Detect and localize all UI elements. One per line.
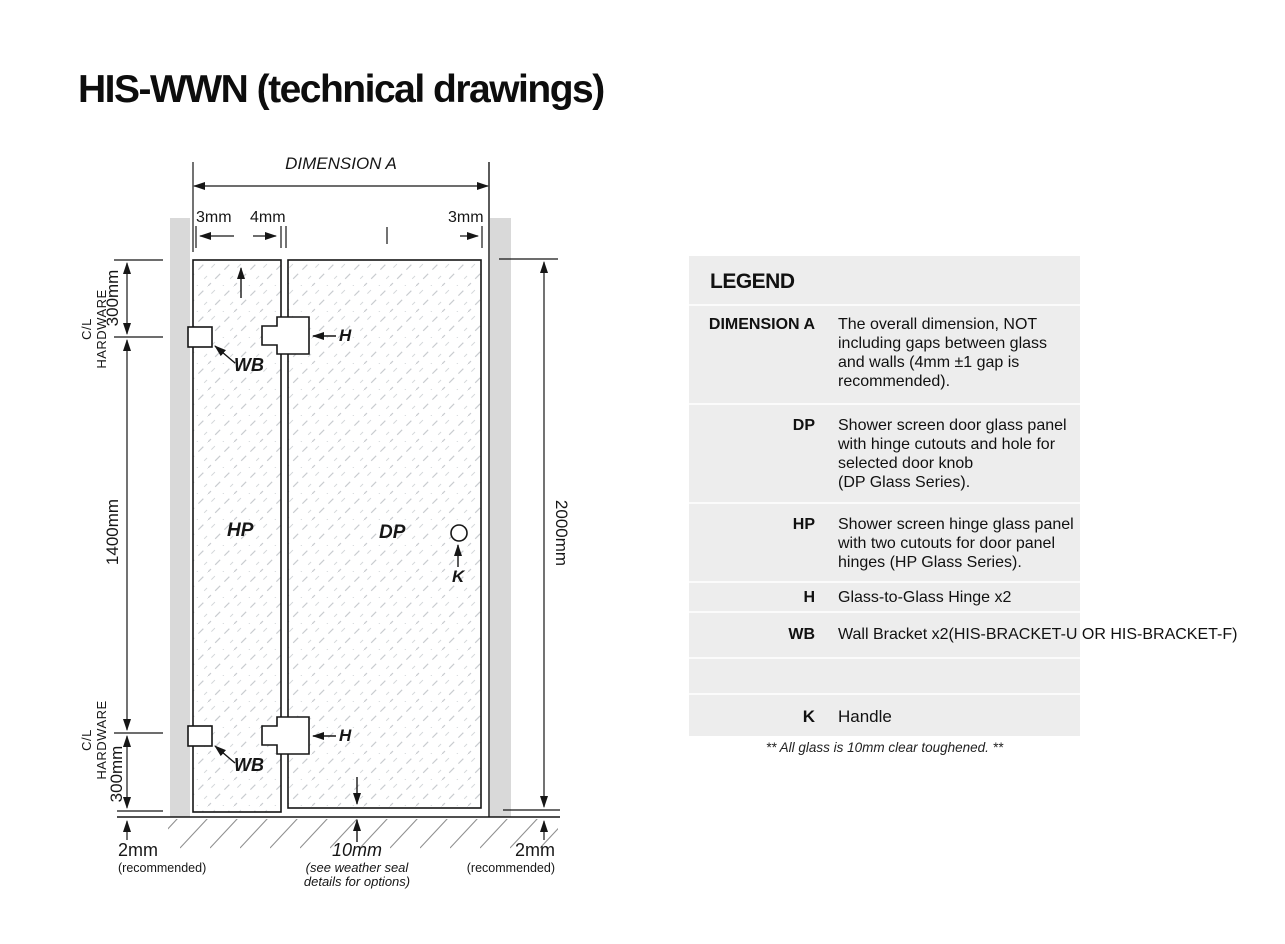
wall-left (170, 218, 190, 817)
gap-10mm-value: 10mm (331, 840, 383, 860)
legend-term: HP (792, 516, 815, 533)
wb-top-label: WB (234, 355, 264, 375)
legend-desc: Shower screen hinge glass panel with two cutouts for door panel hinges (HP Glass Series). (838, 516, 1074, 571)
gap-2mm-value: 2mm (515, 840, 555, 860)
weather-seal-note-line1: (see weather seal (305, 860, 409, 875)
legend-desc: Glass-to-Glass Hinge x2 (838, 589, 1012, 606)
dim-1400mm-label: 1400mm (103, 498, 122, 566)
hinge-top-label: H (339, 326, 352, 345)
handle-k-label: K (452, 567, 465, 586)
legend-desc: The overall dimension, NOT including gaps between glass and walls (4mm ±1 gap is recommended). (838, 316, 1048, 390)
weather-seal-note-line2: details for options) (303, 874, 411, 889)
cl-line2: HARDWARE (94, 289, 109, 369)
cl-line1: C/L (79, 729, 94, 751)
wall-right (489, 162, 511, 817)
gap-3mm-left-label: 3mm (196, 209, 232, 226)
dim-2000mm-label: 2000mm (552, 499, 571, 567)
legend-row-spacer (689, 659, 1080, 695)
cl-hardware-bottom-label (79, 700, 109, 779)
legend-row-hp (689, 504, 1080, 583)
hinge-bottom-label: H (339, 726, 352, 745)
legend-row-h (689, 583, 1080, 613)
legend-desc: Handle (838, 707, 892, 726)
cl-line2: HARDWARE (94, 700, 109, 780)
gap-10mm-label (304, 840, 410, 889)
legend-term: H (803, 589, 815, 606)
panel-hp-label: HP (227, 520, 254, 541)
gap-2mm-left-label (118, 840, 206, 875)
dimension-a-lines (193, 162, 488, 252)
panel-dp-label: DP (379, 522, 406, 543)
legend-row-dimension-a (689, 306, 1080, 405)
legend-desc: Shower screen door glass panel with hinge cutouts and hole for selected door knob (DP Glass Series). (838, 417, 1067, 491)
legend-row-k (689, 695, 1080, 736)
cl-line1: C/L (79, 318, 94, 340)
gap-2mm-note: (recommended) (118, 861, 207, 875)
legend-term: WB (788, 626, 815, 643)
legend-desc: Wall Bracket x2(HIS-BRACKET-U OR HIS-BRACKET-F) (838, 626, 1238, 643)
legend-row-wb (689, 613, 1238, 659)
legend-row-dp (689, 405, 1080, 504)
gap-3mm-right-label: 3mm (448, 209, 484, 226)
legend-term: DP (792, 417, 815, 434)
page-title: HIS-WWN (technical drawings) (78, 68, 604, 111)
gap-2mm-note: (recommended) (466, 861, 555, 875)
gap-2mm-value: 2mm (118, 840, 158, 860)
legend-panel (689, 256, 1238, 736)
wb-bottom-label: WB (234, 755, 264, 775)
top-gap-dimensions (196, 226, 482, 248)
dim-300mm-top-label: 300mm (103, 269, 122, 327)
gap-4mm-label: 4mm (250, 209, 286, 226)
legend-term: DIMENSION A (708, 316, 815, 333)
legend-footnote: ** All glass is 10mm clear toughened. ** (765, 740, 1004, 755)
gap-2mm-right-label (445, 840, 555, 875)
legend-term: K (802, 707, 815, 726)
dim-300mm-bottom-label: 300mm (107, 745, 126, 803)
legend-title: LEGEND (689, 256, 1080, 306)
dimension-a-label: DIMENSION A (285, 154, 397, 173)
